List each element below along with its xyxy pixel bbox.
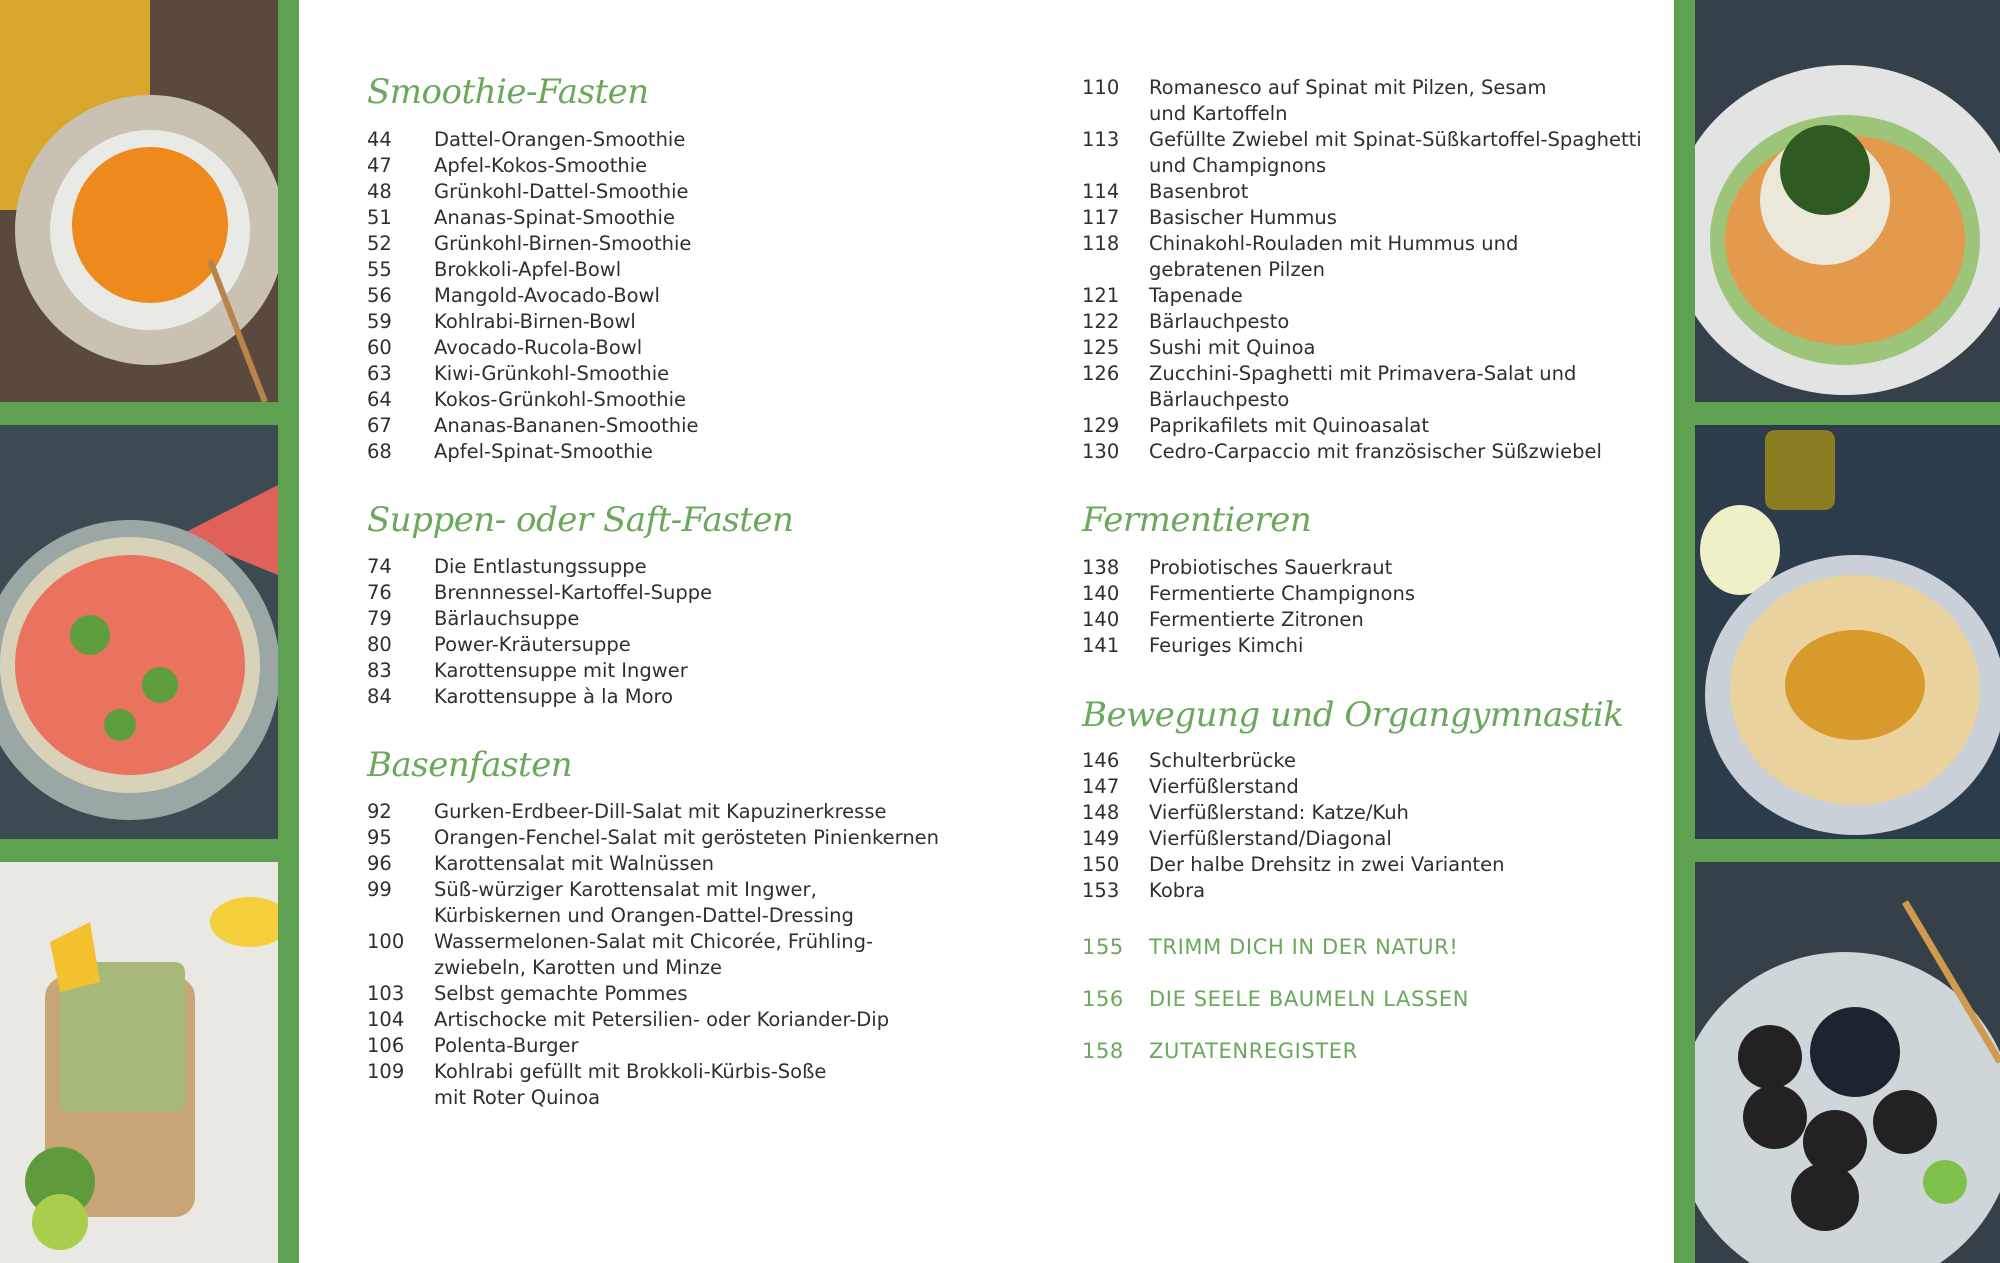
- toc-entry[interactable]: [367, 799, 939, 825]
- entry-title: Apfel-Spinat-Smoothie: [434, 440, 653, 463]
- toc-entry[interactable]: [367, 127, 699, 153]
- entry-title: Mangold-Avocado-Bowl: [434, 284, 660, 307]
- entry-title: Brennnessel-Kartoffel-Suppe: [434, 581, 713, 604]
- entry-title: Süß-würziger Karottensalat mit Ingwer, Kürbiskernen und Orangen-Dattel-Dressing: [434, 878, 854, 927]
- toc-entry[interactable]: [1082, 607, 1415, 633]
- entry-title: Zucchini-Spaghetti mit Primavera-Salat und Bärlauchpesto: [1149, 362, 1577, 411]
- page-number: 122: [1082, 310, 1120, 333]
- page-number: 100: [367, 930, 405, 953]
- sushi-photo: [1695, 862, 2000, 1263]
- toc-entry[interactable]: [367, 231, 699, 257]
- entry-title: Bärlauchpesto: [1149, 310, 1290, 333]
- entry-title: Karottensalat mit Walnüssen: [434, 852, 714, 875]
- section-heading: Bewegung und Organgymnastik: [1082, 695, 1624, 735]
- toc-entry[interactable]: [367, 554, 712, 580]
- page-number: 56: [367, 284, 392, 307]
- page-number: 129: [1082, 414, 1120, 437]
- toc-entry[interactable]: [367, 929, 939, 981]
- hummus-photo: [1695, 425, 2000, 839]
- entry-title: Vierfüßlerstand/Diagonal: [1149, 827, 1392, 850]
- page-number: 60: [367, 336, 392, 359]
- entry-title: Avocado-Rucola-Bowl: [434, 336, 643, 359]
- page-number: 130: [1082, 440, 1120, 463]
- toc-entry[interactable]: [1082, 581, 1415, 607]
- toc-entry[interactable]: [1082, 309, 1642, 335]
- page-number: 67: [367, 414, 392, 437]
- toc-entry[interactable]: [1082, 283, 1642, 309]
- toc-entry[interactable]: [367, 413, 699, 439]
- toc-entry[interactable]: [367, 684, 712, 710]
- entry-list: [367, 554, 712, 710]
- page-number: 47: [367, 154, 392, 177]
- entry-title: Basischer Hummus: [1149, 206, 1337, 229]
- entry-title: Ananas-Spinat-Smoothie: [434, 206, 675, 229]
- toc-entry[interactable]: [367, 851, 939, 877]
- entry-title: Polenta-Burger: [434, 1034, 579, 1057]
- toc-entry[interactable]: [1082, 127, 1642, 179]
- entry-title: Basenbrot: [1149, 180, 1249, 203]
- page-number: 79: [367, 607, 392, 630]
- page-number: 63: [367, 362, 392, 385]
- entry-title: Gurken-Erdbeer-Dill-Salat mit Kapuzinerkresse: [434, 800, 887, 823]
- page-number: 138: [1082, 556, 1120, 579]
- entry-title: Die Entlastungssuppe: [434, 555, 647, 578]
- entry-title: Orangen-Fenchel-Salat mit gerösteten Pinienkernen: [434, 826, 940, 849]
- section-heading: Smoothie-Fasten: [367, 72, 649, 112]
- page-number: 156: [1082, 987, 1124, 1011]
- chapter-entry[interactable]: [1082, 973, 1469, 1025]
- entry-list: [367, 127, 699, 465]
- toc-entry[interactable]: [367, 981, 939, 1007]
- entry-title: Brokkoli-Apfel-Bowl: [434, 258, 622, 281]
- chapter-title: TRIMM DICH IN DER NATUR!: [1149, 935, 1459, 959]
- entry-title: Kobra: [1149, 879, 1206, 902]
- toc-entry[interactable]: [367, 658, 712, 684]
- entry-title: Karottensuppe à la Moro: [434, 685, 674, 708]
- page-number: 64: [367, 388, 392, 411]
- page-number: 59: [367, 310, 392, 333]
- toc-entry[interactable]: [1082, 231, 1642, 283]
- entry-title: Grünkohl-Birnen-Smoothie: [434, 232, 692, 255]
- section-heading: Suppen- oder Saft-Fasten: [367, 500, 794, 540]
- toc-entry[interactable]: [1082, 633, 1415, 659]
- page-number: 74: [367, 555, 392, 578]
- chapter-entry[interactable]: [1082, 1025, 1469, 1077]
- page-number: 109: [367, 1060, 405, 1083]
- page-number: 103: [367, 982, 405, 1005]
- page-number: 118: [1082, 232, 1120, 255]
- page-number: 95: [367, 826, 392, 849]
- page-number: 44: [367, 128, 392, 151]
- entry-title: Tapenade: [1149, 284, 1243, 307]
- toc-entry[interactable]: [1082, 852, 1504, 878]
- page-number: 96: [367, 852, 392, 875]
- toc-entry[interactable]: [367, 283, 699, 309]
- entry-title: Probiotisches Sauerkraut: [1149, 556, 1393, 579]
- toc-entry[interactable]: [1082, 205, 1642, 231]
- toc-entry[interactable]: [367, 1059, 939, 1111]
- entry-title: Sushi mit Quinoa: [1149, 336, 1316, 359]
- toc-entry[interactable]: [1082, 774, 1504, 800]
- carrot-soup-photo: [0, 0, 278, 402]
- page-number: 126: [1082, 362, 1120, 385]
- toc-entry[interactable]: [1082, 878, 1504, 904]
- green-smoothie-photo: [0, 862, 278, 1263]
- section-heading: Basenfasten: [367, 745, 573, 785]
- page-number: 146: [1082, 749, 1120, 772]
- toc-entry[interactable]: [367, 153, 699, 179]
- entry-list: [1082, 748, 1504, 904]
- section-heading: Fermentieren: [1082, 500, 1312, 540]
- toc-entry[interactable]: [1082, 335, 1642, 361]
- toc-entry[interactable]: [1082, 748, 1504, 774]
- toc-entry[interactable]: [1082, 75, 1642, 127]
- entry-title: Karottensuppe mit Ingwer: [434, 659, 688, 682]
- toc-entry[interactable]: [1082, 361, 1642, 413]
- entry-title: Gefüllte Zwiebel mit Spinat-Süßkartoffel-Spaghetti und Champignons: [1149, 128, 1642, 177]
- page-number: 140: [1082, 582, 1120, 605]
- page-number: 153: [1082, 879, 1120, 902]
- entry-title: Vierfüßlerstand: Katze/Kuh: [1149, 801, 1409, 824]
- entry-title: Ananas-Bananen-Smoothie: [434, 414, 699, 437]
- toc-entry[interactable]: [367, 361, 699, 387]
- page-number: 83: [367, 659, 392, 682]
- entry-title: Feuriges Kimchi: [1149, 634, 1304, 657]
- toc-entry[interactable]: [367, 309, 699, 335]
- toc-entry[interactable]: [367, 205, 699, 231]
- entry-list: [1082, 75, 1642, 465]
- chapter-title: DIE SEELE BAUMELN LASSEN: [1149, 987, 1470, 1011]
- entry-list: [1082, 555, 1415, 659]
- entry-title: Fermentierte Zitronen: [1149, 608, 1364, 631]
- stuffed-onion-photo: [1695, 0, 2000, 402]
- entry-title: Selbst gemachte Pommes: [434, 982, 688, 1005]
- page-number: 52: [367, 232, 392, 255]
- entry-title: Kohlrabi-Birnen-Bowl: [434, 310, 636, 333]
- table-of-contents-page: [299, 0, 1674, 1263]
- entry-title: Fermentierte Champignons: [1149, 582, 1415, 605]
- toc-entry[interactable]: [367, 632, 712, 658]
- chapter-entry[interactable]: [1082, 921, 1469, 973]
- page-number: 149: [1082, 827, 1120, 850]
- page-number: 51: [367, 206, 392, 229]
- page-number: 84: [367, 685, 392, 708]
- page-number: 113: [1082, 128, 1120, 151]
- entry-title: Kokos-Grünkohl-Smoothie: [434, 388, 687, 411]
- toc-entry[interactable]: [1082, 439, 1642, 465]
- entry-title: Dattel-Orangen-Smoothie: [434, 128, 686, 151]
- page-number: 155: [1082, 935, 1124, 959]
- entry-title: Paprikafilets mit Quinoasalat: [1149, 414, 1429, 437]
- page-number: 140: [1082, 608, 1120, 631]
- page-number: 147: [1082, 775, 1120, 798]
- page-number: 148: [1082, 801, 1120, 824]
- page-number: 150: [1082, 853, 1120, 876]
- page-number: 68: [367, 440, 392, 463]
- chapter-list: [1082, 921, 1469, 1077]
- toc-entry[interactable]: [367, 387, 699, 413]
- page-number: 141: [1082, 634, 1120, 657]
- entry-title: Wassermelonen-Salat mit Chicorée, Frühling- zwiebeln, Karotten und Minze: [434, 930, 874, 979]
- toc-entry[interactable]: [367, 179, 699, 205]
- page-number: 117: [1082, 206, 1120, 229]
- toc-entry[interactable]: [367, 335, 699, 361]
- entry-title: Artischocke mit Petersilien- oder Koriander-Dip: [434, 1008, 890, 1031]
- page-number: 48: [367, 180, 392, 203]
- toc-entry[interactable]: [367, 1007, 939, 1033]
- page-number: 80: [367, 633, 392, 656]
- toc-entry[interactable]: [1082, 413, 1642, 439]
- entry-title: Vierfüßlerstand: [1149, 775, 1299, 798]
- entry-title: Kiwi-Grünkohl-Smoothie: [434, 362, 670, 385]
- entry-title: Kohlrabi gefüllt mit Brokkoli-Kürbis-Soße mit Roter Quinoa: [434, 1060, 827, 1109]
- entry-title: Cedro-Carpaccio mit französischer Süßzwiebel: [1149, 440, 1602, 463]
- page-number: 158: [1082, 1039, 1124, 1063]
- entry-list: [367, 799, 939, 1111]
- toc-entry[interactable]: [367, 1033, 939, 1059]
- page-number: 104: [367, 1008, 405, 1031]
- page-number: 114: [1082, 180, 1120, 203]
- page-number: 125: [1082, 336, 1120, 359]
- toc-entry[interactable]: [1082, 179, 1642, 205]
- toc-entry[interactable]: [367, 825, 939, 851]
- entry-title: Chinakohl-Rouladen mit Hummus und gebratenen Pilzen: [1149, 232, 1519, 281]
- entry-title: Bärlauchsuppe: [434, 607, 580, 630]
- entry-title: Apfel-Kokos-Smoothie: [434, 154, 648, 177]
- toc-entry[interactable]: [1082, 800, 1504, 826]
- toc-entry[interactable]: [367, 257, 699, 283]
- toc-entry[interactable]: [1082, 826, 1504, 852]
- watermelon-salad-photo: [0, 425, 278, 839]
- entry-title: Romanesco auf Spinat mit Pilzen, Sesam und Kartoffeln: [1149, 76, 1547, 125]
- toc-entry[interactable]: [367, 877, 939, 929]
- toc-entry[interactable]: [367, 439, 699, 465]
- page-number: 99: [367, 878, 392, 901]
- page-number: 110: [1082, 76, 1120, 99]
- page-number: 55: [367, 258, 392, 281]
- page-number: 92: [367, 800, 392, 823]
- toc-entry[interactable]: [367, 580, 712, 606]
- page-number: 121: [1082, 284, 1120, 307]
- entry-title: Der halbe Drehsitz in zwei Varianten: [1149, 853, 1505, 876]
- toc-entry[interactable]: [1082, 555, 1415, 581]
- entry-title: Grünkohl-Dattel-Smoothie: [434, 180, 689, 203]
- chapter-title: ZUTATENREGISTER: [1149, 1039, 1358, 1063]
- page-number: 106: [367, 1034, 405, 1057]
- entry-title: Schulterbrücke: [1149, 749, 1296, 772]
- entry-title: Power-Kräutersuppe: [434, 633, 631, 656]
- toc-entry[interactable]: [367, 606, 712, 632]
- page-number: 76: [367, 581, 392, 604]
